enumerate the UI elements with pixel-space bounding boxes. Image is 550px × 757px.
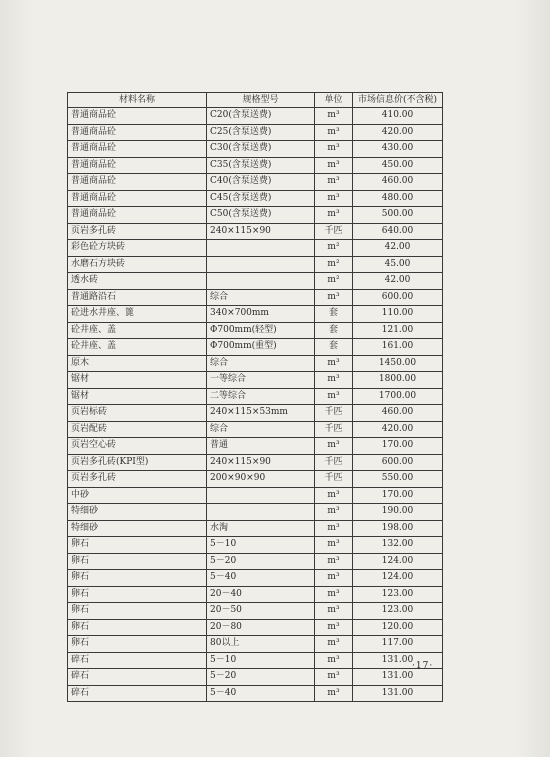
cell-material-name: 卵石 — [68, 570, 207, 587]
cell-unit: m³ — [315, 157, 353, 174]
cell-unit: m³ — [315, 553, 353, 570]
cell-material-name: 碎石 — [68, 685, 207, 702]
table-row — [68, 421, 443, 438]
cell-unit: m³ — [315, 619, 353, 636]
cell-unit: m² — [315, 240, 353, 257]
cell-specification: 二等综合 — [207, 388, 315, 405]
header-market-price: 市场信息价(不含税) — [353, 93, 443, 108]
table-row — [68, 405, 443, 422]
table-row — [68, 306, 443, 323]
table-row — [68, 619, 443, 636]
cell-market-price: 124.00 — [353, 553, 443, 570]
page-number: ·17· — [412, 661, 434, 671]
cell-unit: 套 — [315, 339, 353, 356]
table-row — [68, 157, 443, 174]
cell-unit: m³ — [315, 289, 353, 306]
cell-market-price: 1450.00 — [353, 355, 443, 372]
cell-market-price: 170.00 — [353, 487, 443, 504]
cell-material-name: 特细砂 — [68, 504, 207, 521]
cell-market-price: 198.00 — [353, 520, 443, 537]
table-row — [68, 124, 443, 141]
cell-market-price: 450.00 — [353, 157, 443, 174]
cell-material-name: 普通路沿石 — [68, 289, 207, 306]
cell-market-price: 131.00 — [353, 652, 443, 669]
cell-specification: 240×115×90 — [207, 223, 315, 240]
table-row — [68, 339, 443, 356]
cell-material-name: 砼井座、盖 — [68, 322, 207, 339]
table-row — [68, 504, 443, 521]
cell-material-name: 锯材 — [68, 388, 207, 405]
cell-market-price: 480.00 — [353, 190, 443, 207]
cell-unit: m³ — [315, 537, 353, 554]
table-row — [68, 454, 443, 471]
cell-specification — [207, 256, 315, 273]
cell-material-name: 普通商品砼 — [68, 124, 207, 141]
cell-specification: 240×115×53mm — [207, 405, 315, 422]
cell-material-name: 普通商品砼 — [68, 141, 207, 158]
cell-unit: 千匹 — [315, 454, 353, 471]
table-row — [68, 685, 443, 702]
cell-material-name: 锯材 — [68, 372, 207, 389]
table-row — [68, 240, 443, 257]
table-row — [68, 537, 443, 554]
cell-specification: C40(含泵送费) — [207, 174, 315, 191]
cell-market-price: 121.00 — [353, 322, 443, 339]
cell-unit: 千匹 — [315, 471, 353, 488]
cell-material-name: 透水砖 — [68, 273, 207, 290]
cell-specification: C35(含泵送费) — [207, 157, 315, 174]
table-row — [68, 372, 443, 389]
cell-unit: m³ — [315, 174, 353, 191]
cell-material-name: 水磨石方块砖 — [68, 256, 207, 273]
cell-specification: 200×90×90 — [207, 471, 315, 488]
cell-specification: 一等综合 — [207, 372, 315, 389]
cell-specification: Φ700mm(重型) — [207, 339, 315, 356]
cell-unit: m³ — [315, 388, 353, 405]
cell-unit: m³ — [315, 669, 353, 686]
cell-specification: C30(含泵送费) — [207, 141, 315, 158]
table-row — [68, 487, 443, 504]
cell-unit: m³ — [315, 504, 353, 521]
cell-market-price: 131.00 — [353, 669, 443, 686]
cell-specification: 5－20 — [207, 669, 315, 686]
cell-market-price: 190.00 — [353, 504, 443, 521]
material-price-table — [67, 92, 443, 702]
cell-unit: m³ — [315, 520, 353, 537]
cell-specification: 综合 — [207, 355, 315, 372]
cell-market-price: 600.00 — [353, 454, 443, 471]
cell-market-price: 42.00 — [353, 273, 443, 290]
table-row — [68, 273, 443, 290]
table-row — [68, 438, 443, 455]
cell-market-price: 120.00 — [353, 619, 443, 636]
cell-unit: m³ — [315, 438, 353, 455]
cell-material-name: 卵石 — [68, 586, 207, 603]
cell-unit: m³ — [315, 636, 353, 653]
cell-unit: m³ — [315, 570, 353, 587]
cell-material-name: 普通商品砼 — [68, 207, 207, 224]
table-row — [68, 603, 443, 620]
cell-material-name: 普通商品砼 — [68, 190, 207, 207]
table-row — [68, 652, 443, 669]
cell-unit: 套 — [315, 306, 353, 323]
table-row — [68, 174, 443, 191]
cell-material-name: 页岩空心砖 — [68, 438, 207, 455]
cell-material-name: 原木 — [68, 355, 207, 372]
header-material-name: 材料名称 — [68, 93, 207, 108]
cell-unit: m³ — [315, 108, 353, 125]
header-specification: 规格型号 — [207, 93, 315, 108]
cell-market-price: 420.00 — [353, 421, 443, 438]
cell-material-name: 碎石 — [68, 669, 207, 686]
table-row — [68, 471, 443, 488]
cell-unit: 千匹 — [315, 421, 353, 438]
table-row — [68, 636, 443, 653]
cell-market-price: 550.00 — [353, 471, 443, 488]
cell-market-price: 430.00 — [353, 141, 443, 158]
cell-unit: m³ — [315, 685, 353, 702]
cell-material-name: 普通商品砼 — [68, 157, 207, 174]
cell-unit: m³ — [315, 190, 353, 207]
cell-market-price: 460.00 — [353, 405, 443, 422]
cell-market-price: 420.00 — [353, 124, 443, 141]
cell-market-price: 42.00 — [353, 240, 443, 257]
cell-specification — [207, 240, 315, 257]
cell-material-name: 卵石 — [68, 619, 207, 636]
cell-unit: m³ — [315, 141, 353, 158]
cell-specification: 5－40 — [207, 685, 315, 702]
table-row — [68, 289, 443, 306]
header-unit: 单位 — [315, 93, 353, 108]
cell-market-price: 132.00 — [353, 537, 443, 554]
cell-market-price: 1800.00 — [353, 372, 443, 389]
cell-specification: Φ700mm(轻型) — [207, 322, 315, 339]
cell-market-price: 460.00 — [353, 174, 443, 191]
cell-market-price: 600.00 — [353, 289, 443, 306]
cell-material-name: 卵石 — [68, 636, 207, 653]
cell-material-name: 页岩多孔砖 — [68, 471, 207, 488]
cell-specification: 20－80 — [207, 619, 315, 636]
table-row — [68, 669, 443, 686]
cell-specification: C50(含泵送费) — [207, 207, 315, 224]
cell-unit: m² — [315, 273, 353, 290]
cell-market-price: 500.00 — [353, 207, 443, 224]
cell-specification: C45(含泵送费) — [207, 190, 315, 207]
cell-specification — [207, 504, 315, 521]
table-row — [68, 108, 443, 125]
cell-specification: 5－10 — [207, 652, 315, 669]
cell-specification: 240×115×90 — [207, 454, 315, 471]
cell-material-name: 页岩标砖 — [68, 405, 207, 422]
cell-market-price: 123.00 — [353, 603, 443, 620]
cell-market-price: 117.00 — [353, 636, 443, 653]
cell-specification: 5－40 — [207, 570, 315, 587]
cell-unit: m³ — [315, 355, 353, 372]
cell-unit: m³ — [315, 124, 353, 141]
cell-market-price: 131.00 — [353, 685, 443, 702]
cell-specification — [207, 273, 315, 290]
cell-unit: m³ — [315, 586, 353, 603]
cell-material-name: 普通商品砼 — [68, 174, 207, 191]
cell-specification: 5－20 — [207, 553, 315, 570]
table-row — [68, 355, 443, 372]
cell-unit: m³ — [315, 372, 353, 389]
table-row — [68, 190, 443, 207]
cell-material-name: 卵石 — [68, 603, 207, 620]
cell-specification: 80以上 — [207, 636, 315, 653]
table-row — [68, 586, 443, 603]
cell-market-price: 110.00 — [353, 306, 443, 323]
cell-material-name: 中砂 — [68, 487, 207, 504]
table-row — [68, 520, 443, 537]
cell-specification: 340×700mm — [207, 306, 315, 323]
cell-market-price: 410.00 — [353, 108, 443, 125]
cell-unit: 套 — [315, 322, 353, 339]
cell-specification: 普通 — [207, 438, 315, 455]
table-header-row — [68, 93, 443, 108]
cell-market-price: 170.00 — [353, 438, 443, 455]
table-row — [68, 570, 443, 587]
table-row — [68, 207, 443, 224]
cell-market-price: 45.00 — [353, 256, 443, 273]
cell-material-name: 特细砂 — [68, 520, 207, 537]
cell-specification: C25(含泵送费) — [207, 124, 315, 141]
cell-unit: m³ — [315, 207, 353, 224]
cell-material-name: 卵石 — [68, 553, 207, 570]
table-body — [68, 108, 443, 702]
cell-specification: 综合 — [207, 289, 315, 306]
cell-unit: m³ — [315, 603, 353, 620]
cell-market-price: 124.00 — [353, 570, 443, 587]
cell-specification: 水淘 — [207, 520, 315, 537]
table-row — [68, 256, 443, 273]
cell-unit: m³ — [315, 652, 353, 669]
cell-material-name: 页岩多孔砖 — [68, 223, 207, 240]
cell-unit: 千匹 — [315, 405, 353, 422]
cell-market-price: 123.00 — [353, 586, 443, 603]
cell-market-price: 640.00 — [353, 223, 443, 240]
cell-unit: m³ — [315, 487, 353, 504]
table-row — [68, 141, 443, 158]
cell-material-name: 普通商品砼 — [68, 108, 207, 125]
cell-specification: 综合 — [207, 421, 315, 438]
cell-unit: 千匹 — [315, 223, 353, 240]
cell-specification: 20－40 — [207, 586, 315, 603]
cell-market-price: 1700.00 — [353, 388, 443, 405]
cell-specification: 5－10 — [207, 537, 315, 554]
cell-material-name: 卵石 — [68, 537, 207, 554]
cell-material-name: 砼进水井座、篦 — [68, 306, 207, 323]
cell-specification — [207, 487, 315, 504]
cell-unit: m² — [315, 256, 353, 273]
table-row — [68, 388, 443, 405]
cell-market-price: 161.00 — [353, 339, 443, 356]
cell-material-name: 砼井座、盖 — [68, 339, 207, 356]
table-row — [68, 223, 443, 240]
cell-specification: C20(含泵送费) — [207, 108, 315, 125]
cell-specification: 20－50 — [207, 603, 315, 620]
table-row — [68, 553, 443, 570]
cell-material-name: 页岩多孔砖(KPI型) — [68, 454, 207, 471]
table-row — [68, 322, 443, 339]
cell-material-name: 碎石 — [68, 652, 207, 669]
cell-material-name: 彩色砼方块砖 — [68, 240, 207, 257]
cell-material-name: 页岩配砖 — [68, 421, 207, 438]
